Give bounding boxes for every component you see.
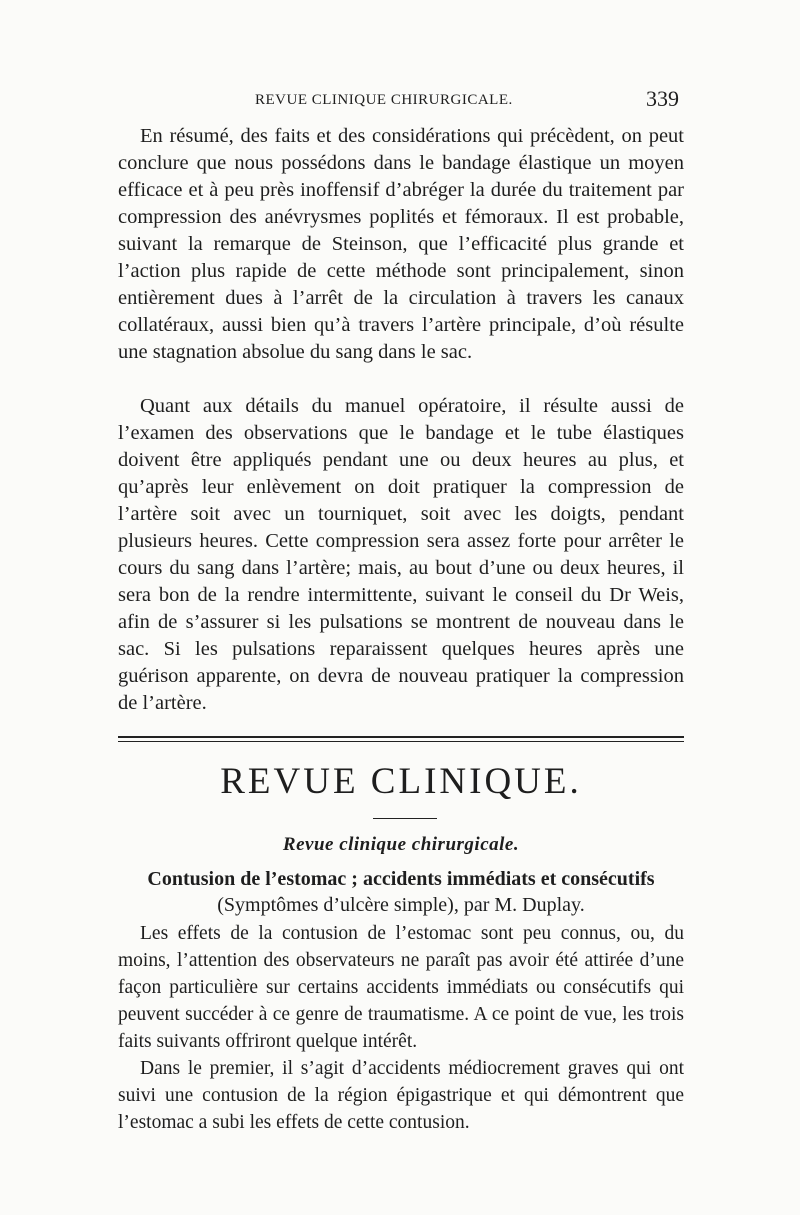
article-subtitle: (Symptômes d’ulcère simple), par M. Duplay. — [217, 894, 585, 916]
running-head: REVUE CLINIQUE CHIRURGICALE. — [255, 92, 513, 108]
article-heading — [118, 866, 684, 918]
section-title: REVUE CLINIQUE. — [220, 761, 582, 802]
paragraph-summary — [118, 123, 684, 366]
subsection-title: Revue clinique chirurgicale. — [282, 834, 520, 855]
article-title: Contusion de l’estomac ; accidents immédiats et consécutifs — [147, 868, 655, 890]
paragraph: Quant aux détails du manuel opératoire, il résulte aussi de l’examen des observations que le bandage et le tube élastiques doivent être appliqués pendant une ou deux heures au plus, et qu’après leur enlèvement on doit pratiquer la compression de l’artère soit avec un tourniquet, soit avec les doigts, pendant plusieurs heures. Cette compression sera assez forte pour arrêter le cours du sang dans l’artère; mais, au bout d’une ou deux heures, il sera bon de la rendre intermittente, suivant le conseil du Dr Weis, afin de s’assurer si les pulsations se montrent de nouveau dans le sac. Si les pulsations reparaissent quelques heures après une guérison apparente, on devra de nouveau pratiquer la compression de l’artère. — [118, 395, 684, 714]
title-underline — [373, 818, 437, 819]
paragraph: En résumé, des faits et des considérations qui précèdent, on peut conclure que nous possédons dans le bandage élastique un moyen efficace et à peu près inoffensif d’abréger la durée du traitement par compression des anévrysmes poplités et fémoraux. Il est probable, suivant la remarque de Steinson, que l’efficacité plus grande et l’action plus rapide de cette méthode sont principalement, sinon entièrement dues à l’arrêt de la circulation à travers les canaux collatéraux, aussi bien qu’à travers l’artère principale, d’où résulte une stagnation absolue du sang dans le sac. — [118, 125, 684, 363]
article-body — [118, 920, 684, 1136]
section-divider — [118, 736, 684, 742]
paragraph: Dans le premier, il s’agit d’accidents médiocrement graves qui ont suivi une contusion de la région épigastrique et qui démontrent que l’estomac a subi les effets de cette contusion. — [118, 1058, 684, 1133]
paragraph: Les effets de la contusion de l’estomac sont peu connus, ou, du moins, l’attention des observateurs ne paraît pas avoir été attirée d’une façon particulière sur certains accidents immédiats ou consécutifs qui peuvent succéder à ce genre de traumatisme. A ce point de vue, les trois faits suivants offriront quelque intérêt. — [118, 923, 684, 1052]
page-number: 339 — [646, 86, 679, 111]
paragraph-operative-details — [118, 393, 684, 717]
